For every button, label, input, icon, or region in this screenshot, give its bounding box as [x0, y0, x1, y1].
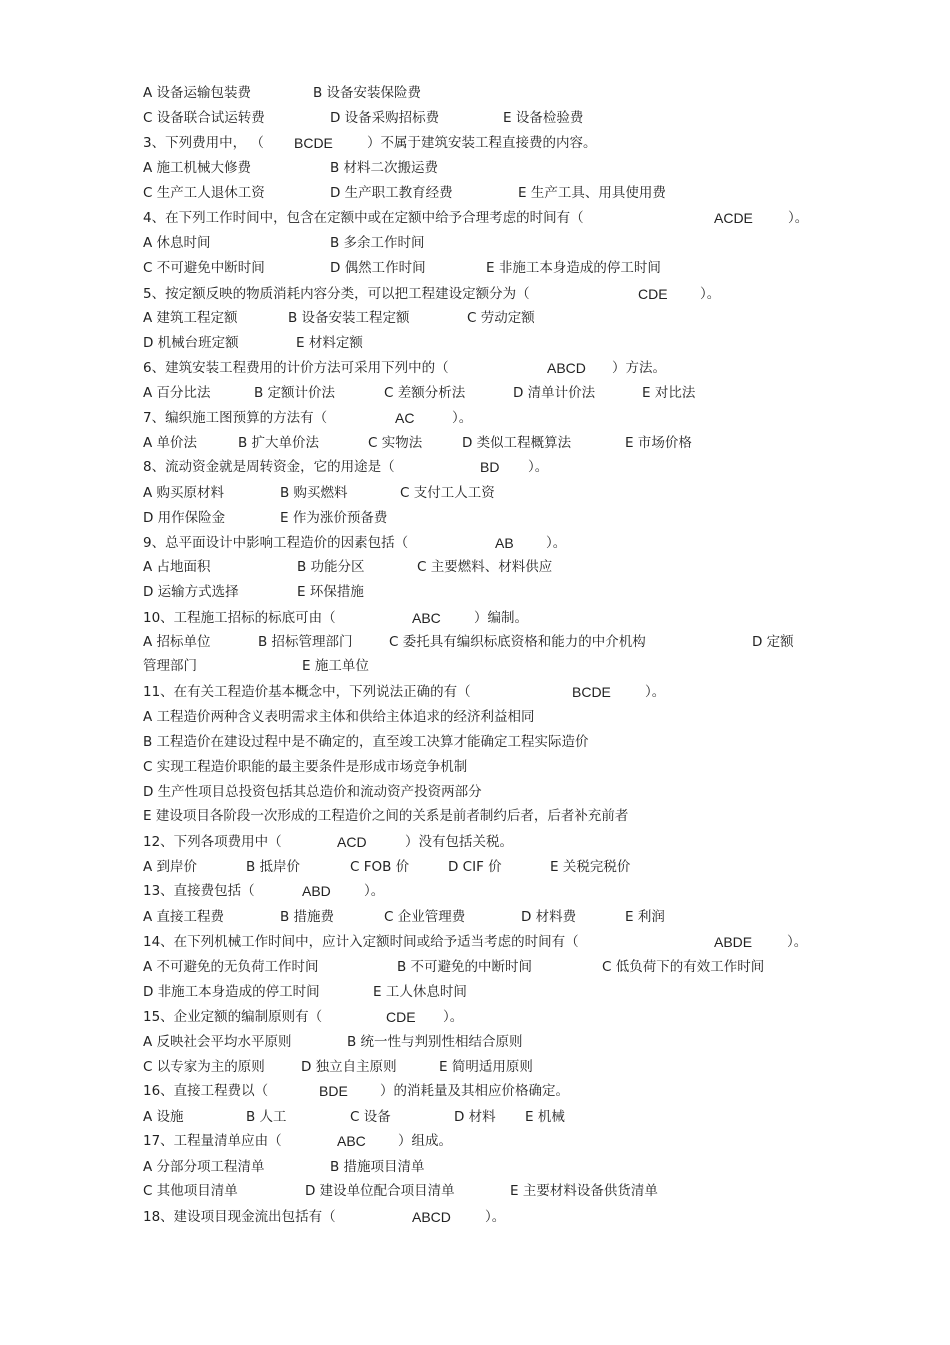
option: B 材料二次搬运费: [330, 160, 439, 176]
option: B 购买燃料: [280, 485, 348, 501]
option: B 扩大单价法: [238, 435, 320, 451]
option: E 利润: [625, 909, 665, 925]
answer: ABCD: [547, 360, 586, 376]
option: A 百分比法: [143, 385, 211, 401]
answer: ACDE: [714, 210, 753, 226]
option: A 施工机械大修费: [143, 160, 252, 176]
option: B 统一性与判别性相结合原则: [347, 1034, 523, 1050]
option: A 单价法: [143, 435, 198, 451]
option: E 主要材料设备供货清单: [510, 1183, 658, 1199]
option: B 不可避免的中断时间: [397, 959, 533, 975]
option: C 实现工程造价职能的最主要条件是形成市场竞争机制: [143, 759, 468, 775]
option: 管理部门: [143, 658, 197, 674]
answer: BD: [480, 459, 500, 475]
option: C 设备: [350, 1109, 391, 1125]
option: D 清单计价法: [513, 385, 596, 401]
option: C 支付工人工资: [400, 485, 495, 501]
option: A 占地面积: [143, 559, 211, 575]
option: A 反映社会平均水平原则: [143, 1034, 292, 1050]
option: B 措施费: [280, 909, 335, 925]
option: B 定额计价法: [254, 385, 336, 401]
option: B 工程造价在建设过程中是不确定的，直至竣工决算才能确定工程实际造价: [143, 734, 589, 750]
option: D 设备采购招标费: [330, 110, 440, 126]
option: A 不可避免的无负荷工作时间: [143, 959, 319, 975]
option: D 类似工程概算法: [462, 435, 572, 451]
option: D 生产职工教育经费: [330, 185, 453, 201]
answer: CDE: [638, 286, 668, 302]
document-page: A 设备运输包装费 B 设备安装保险费 C 设备联合试运转费 D 设备采购招标费 E 设备检验费 3、下列费用中， （ BCDE ）不属于建筑安装工程直接费的内容。 A 施工机械大修费 B 材料二次搬运费 C 生产工人退休工资 D 生产职工教育经费 E 生产工具、用具使用费 4、在下列工作时间中，包含在定额中或在定额中给予合理考虑的时间有（ ACDE ）。 A 休息时间 B 多余工作时间 C 不可避免中断时间 D 偶然工作时间 E 非施工本身造成的停工时间 5、按定额反映的物质消耗内容分类，可以把工程建设定额分为（ CDE ）。 A 建筑工程定额 B 设备安装工程定额 C 劳动定额 D 机械台班定额 E 材料定额 6、建筑安装工程费用的计价方法可采用下列中的（ ABCD ）方法。 A 百分比法 B 定额计价法 C 差额分析法 D 清单计价法 E 对比法 7、编织施工图预算的方法有（ AC ）。 A 单价法 B 扩大单价法 C 实物法 D 类似工程概算法 E 市场价格 8、流动资金就是周转资金，它的用途是（ BD ）。 A 购买原材料 B 购买燃料 C 支付工人工资 D 用作保险金 E 作为涨价预备费 9、总平面设计中影响工程造价的因素包括（ AB ）。 A 占地面积 B 功能分区 C 主要燃料、材料供应 D 运输方式选择 E 环保措施 10、工程施工招标的标底可由（ ABC ）编制。 A 招标单位 B 招标管理部门 C 委托具有编织标底资格和能力的中介机构 D 定额 管理部门 E 施工单位 11、在有关工程造价基本概念中，下列说法正确的有（ BCDE ）。 A 工程造价两种含义表明需求主体和供给主体追求的经济利益相同 B 工程造价在建设过程中是不确定的，直至竣工决算才能确定工程实际造价 C 实现工程造价职能的最主要条件是形成市场竞争机制 D 生产性项目总投资包括其总造价和流动资产投资两部分 E 建设项目各阶段一次形成的工程造价之间的关系是前者制约后者，后者补充前者 12、下列各项费用中（ ACD ）没有包括关税。 A 到岸价 B 抵岸价 C FOB 价 D CIF 价 E 关税完税价 13、直接费包括（ ABD ）。 A 直接工程费 B 措施费 C 企业管理费 D 材料费 E 利润 14、在下列机械工作时间中，应计入定额时间或给予适当考虑的时间有（ ABDE ）。 A 不可避免的无负荷工作时间 B 不可避免的中断时间 C 低负荷下的有效工作时间 D 非施工本身造成的停工时间 E 工人休息时间 15、企业定额的编制原则有（ CDE ）。 A 反映社会平均水平原则 B 统一性与判别性相结合原则 C 以专家为主的原则 D 独立自主原则 E 简明适用原则 16、直接工程费以（ BDE ）的消耗量及其相应价格确定。 A 设施 B 人工 C 设备 D 材料 E 机械 17、工程量清单应由（ ABC ）组成。 A 分部分项工程清单 B 措施项目清单 C 其他项目清单 D 建设单位配合项目清单 E 主要材料设备供货清单 18、建设项目现金流出包括有（ ABCD ）。: [143, 85, 809, 1225]
option: B 抵岸价: [246, 859, 301, 875]
answer: AB: [495, 535, 514, 551]
option: C 低负荷下的有效工作时间: [602, 959, 765, 975]
option: D 材料: [454, 1109, 496, 1125]
option: B 设备安装保险费: [313, 85, 422, 101]
option: C 实物法: [368, 435, 423, 451]
option: E 市场价格: [625, 435, 692, 451]
option: D 运输方式选择: [143, 584, 239, 600]
option: C 企业管理费: [384, 909, 466, 925]
option: A 建筑工程定额: [143, 310, 238, 326]
option: A 设备运输包装费: [143, 85, 252, 101]
option: E 材料定额: [296, 335, 363, 351]
option: A 设施: [143, 1109, 184, 1125]
answer: ABDE: [714, 934, 753, 950]
option: C 生产工人退休工资: [143, 185, 265, 201]
option: E 简明适用原则: [439, 1059, 533, 1075]
option: D 非施工本身造成的停工时间: [143, 984, 320, 1000]
option: E 关税完税价: [550, 859, 631, 875]
option: E 环保措施: [297, 584, 364, 600]
option: C 不可避免中断时间: [143, 260, 265, 276]
option: C 劳动定额: [467, 310, 535, 326]
option: E 作为涨价预备费: [280, 510, 388, 526]
option: D 材料费: [521, 909, 577, 925]
answer: ABC: [337, 1133, 366, 1149]
option: C 以专家为主的原则: [143, 1059, 265, 1075]
answer: BCDE: [572, 684, 611, 700]
option: E 机械: [525, 1109, 565, 1125]
option: E 工人休息时间: [373, 984, 467, 1000]
option: B 招标管理部门: [258, 634, 353, 650]
answer: CDE: [386, 1009, 416, 1025]
answer: ABC: [412, 610, 441, 626]
option: E 建设项目各阶段一次形成的工程造价之间的关系是前者制约后者，后者补充前者: [143, 808, 629, 824]
option: C 主要燃料、材料供应: [417, 559, 553, 575]
option: C FOB 价: [350, 859, 410, 875]
option: D 建设单位配合项目清单: [305, 1183, 455, 1199]
answer: ABCD: [412, 1209, 451, 1225]
option: C 其他项目清单: [143, 1183, 238, 1199]
option: A 到岸价: [143, 859, 198, 875]
option: C 差额分析法: [384, 385, 466, 401]
option: D 独立自主原则: [301, 1059, 397, 1075]
option: C 设备联合试运转费: [143, 110, 265, 126]
option: D 生产性项目总投资包括其总造价和流动资产投资两部分: [143, 784, 482, 800]
answer: ACD: [337, 834, 367, 850]
option: E 非施工本身造成的停工时间: [486, 260, 661, 276]
option: B 多余工作时间: [330, 235, 425, 251]
option: B 措施项目清单: [330, 1159, 425, 1175]
answer: AC: [395, 410, 415, 426]
option: B 功能分区: [297, 559, 365, 575]
option: E 施工单位: [302, 658, 369, 674]
option: B 人工: [246, 1109, 287, 1125]
option: A 购买原材料: [143, 485, 225, 501]
option: D 定额: [752, 634, 794, 650]
option: E 设备检验费: [503, 110, 584, 126]
answer: ABD: [302, 883, 331, 899]
option: A 休息时间: [143, 235, 211, 251]
answer: BCDE: [294, 135, 333, 151]
option: A 分部分项工程清单: [143, 1159, 265, 1175]
option: D 用作保险金: [143, 510, 226, 526]
option: C 委托具有编织标底资格和能力的中介机构: [389, 634, 646, 650]
answer: BDE: [319, 1083, 348, 1099]
option: D 偶然工作时间: [330, 260, 426, 276]
option: A 工程造价两种含义表明需求主体和供给主体追求的经济利益相同: [143, 709, 535, 725]
option: D 机械台班定额: [143, 335, 239, 351]
option: E 生产工具、用具使用费: [518, 185, 666, 201]
option: A 直接工程费: [143, 909, 225, 925]
option: B 设备安装工程定额: [288, 310, 410, 326]
option: E 对比法: [642, 385, 696, 401]
option: D CIF 价: [448, 859, 502, 875]
option: A 招标单位: [143, 634, 211, 650]
